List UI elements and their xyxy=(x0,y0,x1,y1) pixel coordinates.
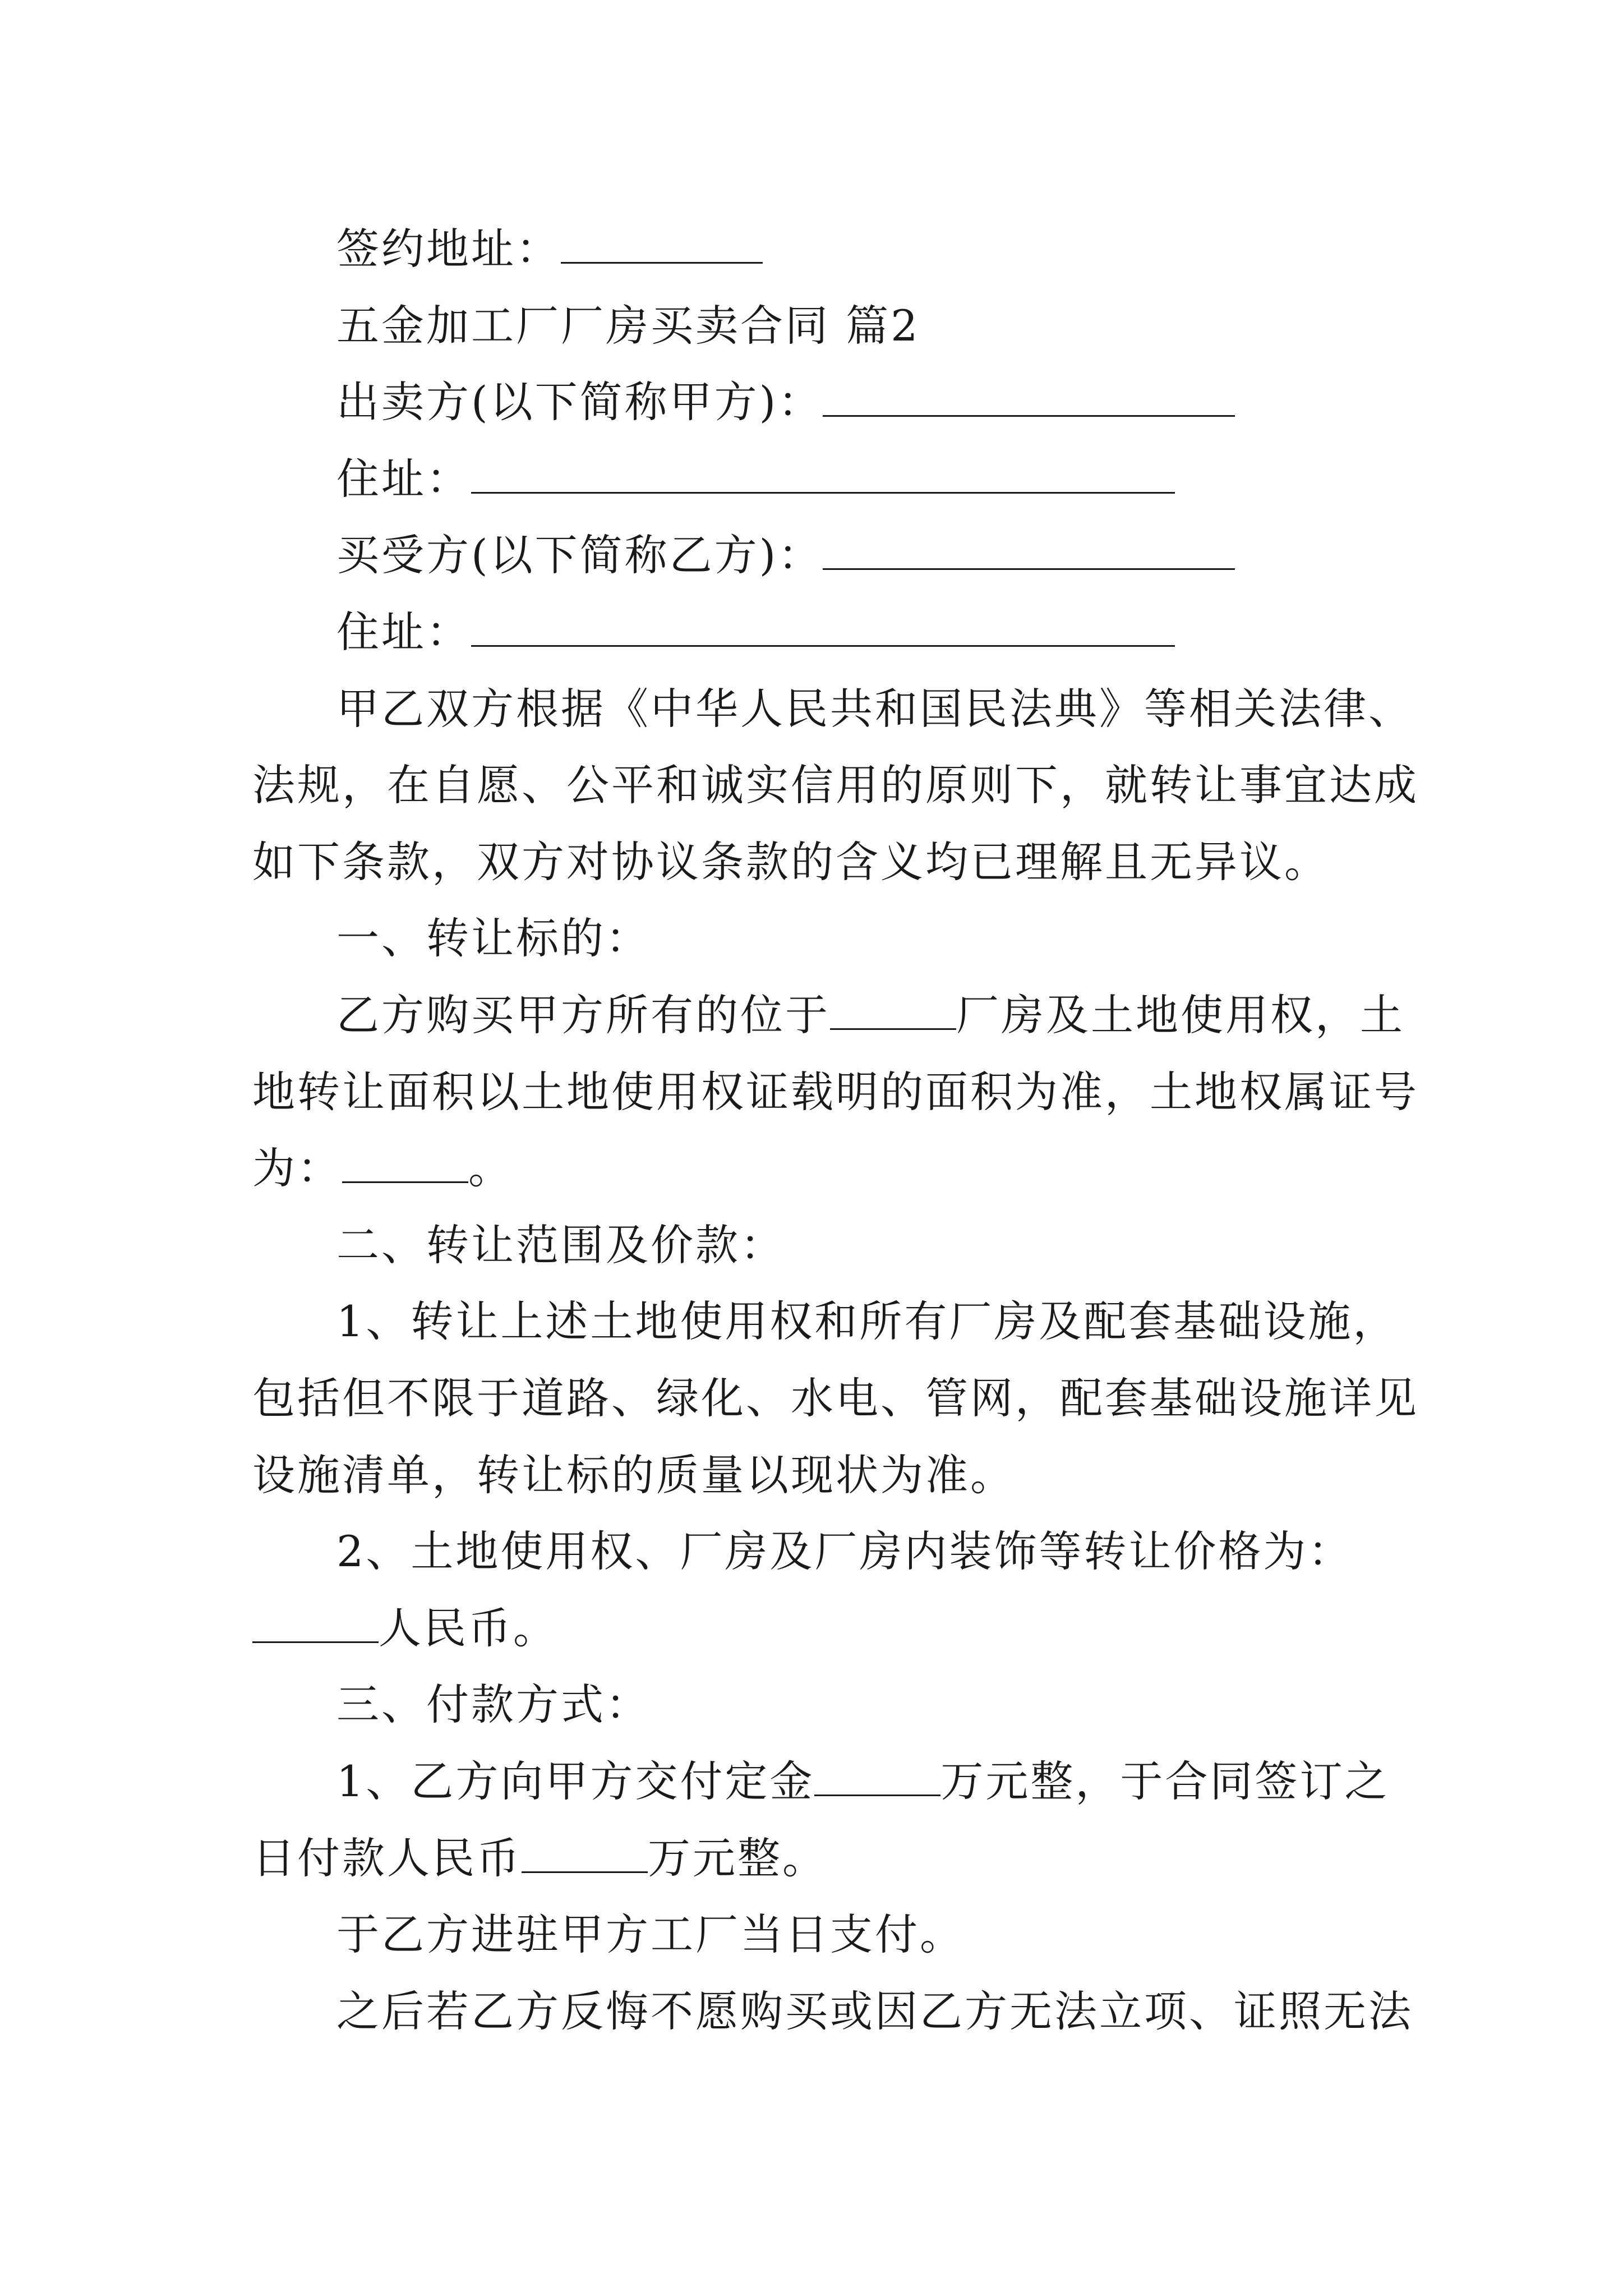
preamble-line-3: 如下条款，双方对协议条款的含义均已理解且无异议。 xyxy=(252,837,1329,887)
section-1-line-1: 乙方购买甲方所有的位于 厂房及土地使用权，土 xyxy=(336,990,1405,1040)
seller-blank xyxy=(823,376,1235,417)
section-2-item-2-line-1: 2、土地使用权、厂房及厂房内装饰等转让价格为： xyxy=(336,1526,1353,1576)
location-blank xyxy=(830,989,956,1030)
payment-blank xyxy=(522,1832,648,1873)
section-3-item-1-line-1: 1、乙方向甲方交付定金 万元整，于合同签订之 xyxy=(336,1756,1390,1806)
section-2-item-2-line-2: 人民币。 xyxy=(252,1590,558,1667)
section-2-heading: 二、转让范围及价款： xyxy=(336,1220,785,1270)
section-3-heading: 三、付款方式： xyxy=(336,1680,651,1729)
sign-address-blank xyxy=(561,223,763,264)
buyer-address-line: 住址： xyxy=(336,593,1175,670)
contract-title: 五金加工厂厂房买卖合同 篇2 xyxy=(336,301,920,351)
section-2-item-1-line-1: 1、转让上述土地使用权和所有厂房及配套基础设施， xyxy=(336,1296,1398,1346)
seller-address-line: 住址： xyxy=(336,440,1175,517)
seller-address-blank xyxy=(471,453,1175,494)
preamble-line-1: 甲乙双方根据《中华人民共和国民法典》等相关法律、 xyxy=(336,684,1413,734)
section-1-line-2: 地转让面积以土地使用权证载明的面积为准，土地权属证号 xyxy=(252,1067,1419,1117)
buyer-line: 买受方(以下简称乙方)： xyxy=(336,517,1235,593)
sign-address-line: 签约地址： xyxy=(336,210,763,287)
section-2-item-1-line-3: 设施清单，转让标的质量以现状为准。 xyxy=(252,1450,1015,1500)
deposit-blank xyxy=(814,1755,940,1796)
section-1-heading: 一、转让标的： xyxy=(336,913,651,963)
seller-line: 出卖方(以下简称甲方)： xyxy=(336,364,1235,440)
price-blank xyxy=(252,1602,379,1643)
buyer-blank xyxy=(823,529,1235,570)
buyer-address-blank xyxy=(471,606,1175,647)
preamble-line-2: 法规，在自愿、公平和诚实信用的原则下，就转让事宜达成 xyxy=(252,760,1419,810)
certificate-number-blank xyxy=(342,1142,468,1183)
section-3-item-1-line-2: 日付款人民币 万元整。 xyxy=(252,1833,827,1883)
section-2-item-1-line-2: 包括但不限于道路、绿化、水电、管网，配套基础设施详见 xyxy=(252,1373,1419,1423)
payment-timing-line: 于乙方进驻甲方工厂当日支付。 xyxy=(336,1910,965,1959)
breach-clause-line: 之后若乙方反悔不愿购买或因乙方无法立项、证照无法 xyxy=(336,1986,1413,2036)
section-1-line-3: 为： 。 xyxy=(252,1143,513,1193)
